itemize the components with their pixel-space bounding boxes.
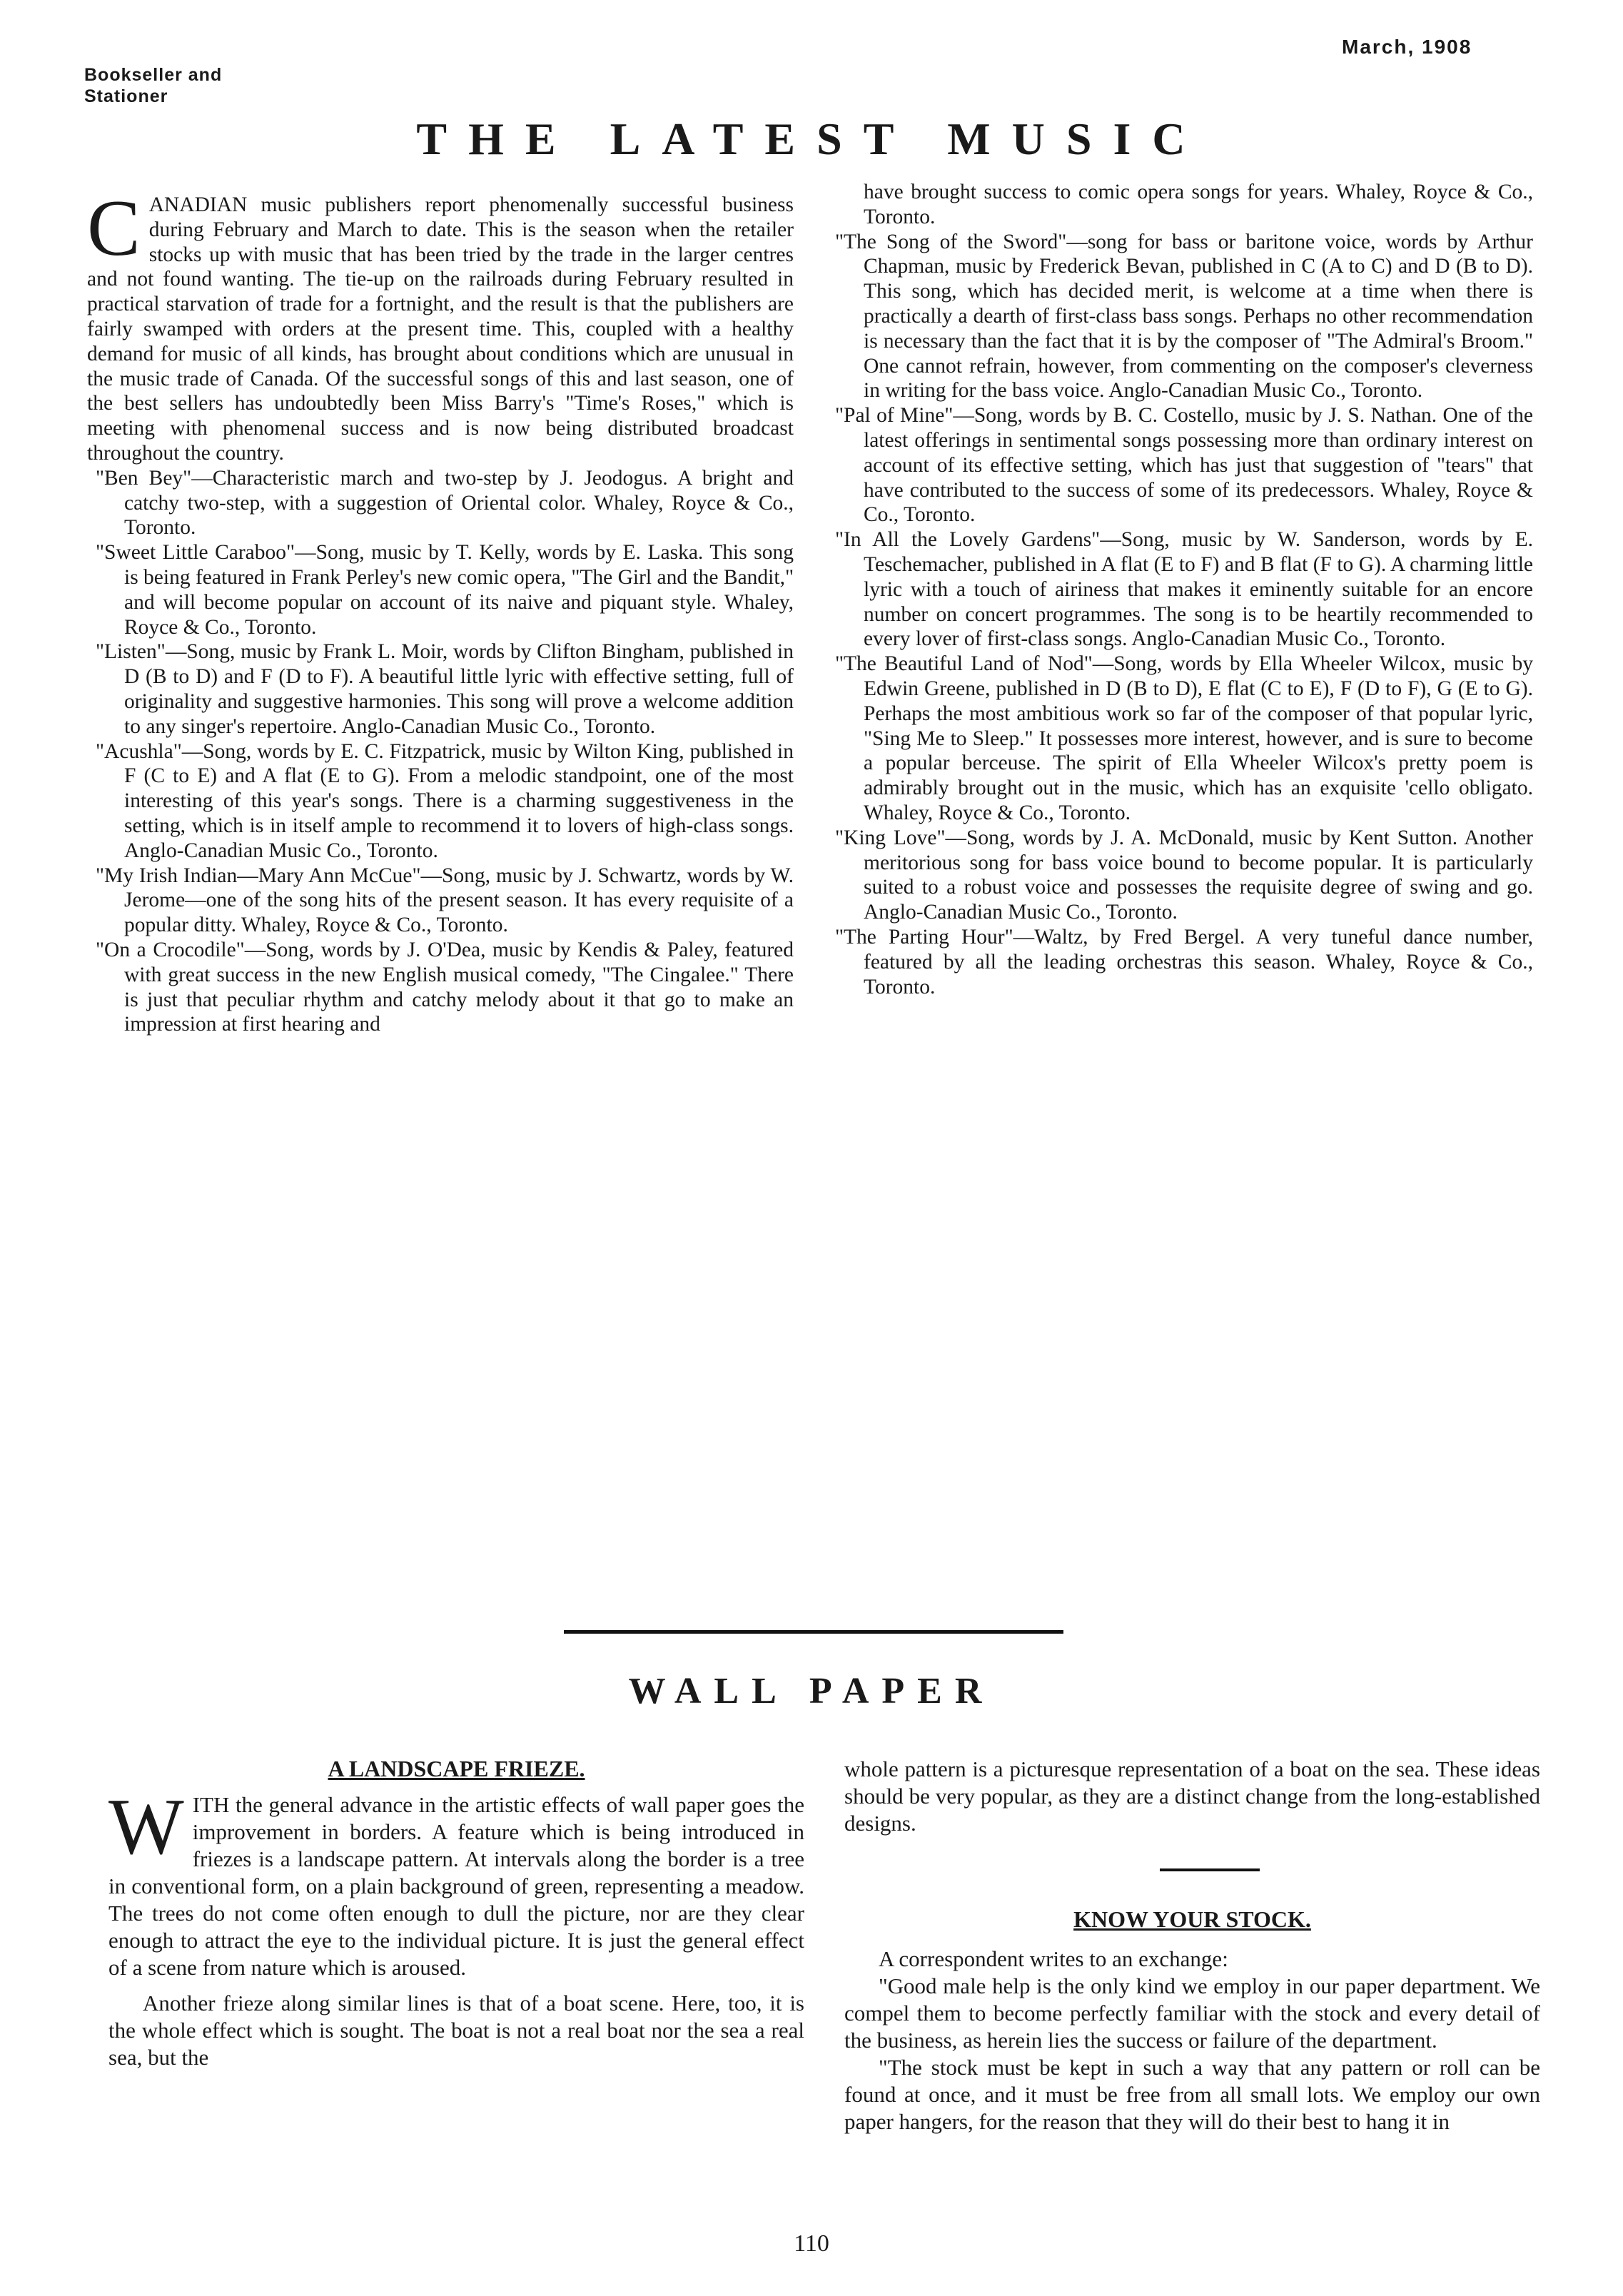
music-entry: "King Love"—Song, words by J. A. McDonald, music by Kent Sutton. Another meritorious song for bass voice bound to become popular. It is particularly suited to a robust voice and possesses the requisite degree of swing and go. Anglo-Canadian Music Co., Toronto. [835,826,1533,924]
frieze-paragraph: whole pattern is a picturesque representation of a boat on the sea. These ideas should be very popular, as they are a distinct change from the long-established designs. [844,1756,1540,1836]
frieze-dropcap: W [108,1783,184,1871]
music-entry: "The Parting Hour"—Waltz, by Fred Bergel. A very tuneful dance number, featured by all the leading orchestras this season. Whaley, Royce & Co., Toronto. [835,925,1533,998]
page-number: 110 [794,2230,829,2257]
music-entry: "The Song of the Sword"—song for bass or baritone voice, words by Arthur Chapman, music by Frederick Bevan, published in C (A to C) and D (B to D). This song, which has decided merit, is welcome at a time when there is practically a dearth of first-class bass songs. Perhaps no other recommendation is necessary than the fact that it is by the composer of "The Admiral's Broom." One cannot refrain, however, from commenting on the composer's cleverness in writing for the bass voice. Anglo-Canadian Music Co., Toronto. [835,230,1533,403]
stock-paragraph: "Good male help is the only kind we employ in our paper department. We compel them to become perfectly familiar with the stock and every detail of the business, as herein lies the success or failure of the department. [844,1973,1540,2053]
stock-paragraph: A correspondent writes to an exchange: [879,1946,1228,1971]
music-left-column [87,184,794,1037]
publication-line-2: Stationer [84,86,168,106]
frieze-heading: A LANDSCAPE FRIEZE. [328,1756,585,1781]
spacer [844,1837,1540,1906]
wallpaper-left-column [108,1783,804,2071]
music-entry: "My Irish Indian—Mary Ann McCue"—Song, music by J. Schwartz, words by W. Jerome—one of the song hits of the present season. It has every requisite of a popular ditty. Whaley, Royce & Co., Toronto. [96,864,794,937]
music-entry: "Acushla"—Song, words by E. C. Fitzpatrick, music by Wilton King, published in F (C to E) and A flat (E to G). From a melodic standpoint, one of the most interesting of this year's songs. There is a charming suggestiveness in the setting, which is in itself ample to recommend it to lovers of high-class songs. Anglo-Canadian Music Co., Toronto. [96,739,794,862]
publication-line-1: Bookseller and [84,65,223,85]
short-divider [1160,1868,1260,1871]
music-entry: "Pal of Mine"—Song, words by B. C. Costello, music by J. S. Nathan. One of the latest offerings in sentimental songs possessing more than ordinary interest on account of its effective setting, which has just that suggestion of "tears" that have contributed to the success of some of its predecessors. Whaley, Royce & Co., Toronto. [835,404,1533,527]
frieze-paragraph: Another frieze along similar lines is that of a boat scene. Here, too, it is the whole effect which is sought. The boat is not a real boat nor the sea a real sea, but the [108,1991,804,2070]
music-entry: "Listen"—Song, music by Frank L. Moir, words by Clifton Bingham, published in D (B to D) and F (D to F). A beautiful little lyric with effective setting, full of originality and suggestive harmonies. This song will prove a welcome addition to any singer's repertoire. Anglo-Canadian Music Co., Toronto. [96,640,794,738]
issue-date: March, 1908 [1342,36,1472,58]
stock-paragraph: "The stock must be kept in such a way that any pattern or roll can be found at once, and it must be free from all small lots. We employ our own paper hangers, for the reason that they will do their best to hang it in [844,2055,1540,2134]
music-section-title: THE LATEST MUSIC [416,113,1207,164]
music-entry: "On a Crocodile"—Song, words by J. O'Dea, music by Kendis & Paley, featured with great success in the new English musical comedy, "The Cingalee." There is just that peculiar rhythm and catchy melody about it that go to make an impression at first hearing and [96,938,794,1036]
music-intro [87,184,794,466]
stock-heading: KNOW YOUR STOCK. [1073,1906,1311,1932]
frieze-paragraph-text: ITH the general advance in the artistic effects of wall paper goes the improvement in borders. A feature which is being introduced in friezes is a landscape pattern. At intervals along the border is a tree in conventional form, on a plain background of green, representing a meadow. The trees do not come often enough to dull the picture, nor are they clear enough to attract the eye to the individual picture. It is just the general effect of a scene from nature which is aroused. [108,1792,804,1980]
publication-name [84,64,222,107]
wallpaper-right-column [844,1756,1540,2135]
music-right-column [826,180,1533,999]
music-entry-continuation: have brought success to comic opera songs for years. Whaley, Royce & Co., Toronto. [864,181,1533,228]
wallpaper-section-title: WALL PAPER [628,1671,995,1711]
music-entry: "In All the Lovely Gardens"—Song, music by W. Sanderson, words by E. Teschemacher, published in A flat (E to F) and B flat (F to G). A charming little lyric with a touch of airiness that makes it eminently suitable for an encore number on concert programmes. The song is to be heartily recommended to every lover of first-class songs. Anglo-Canadian Music Co., Toronto. [835,528,1533,651]
frieze-paragraph [108,1783,804,1981]
music-intro-text: ANADIAN music publishers report phenomenally successful business during February and March to date. This is the season when the retailer stocks up with music that has been tried by the trade in the larger centres and not found wanting. The tie-up on the railroads during February resulted in practical starvation of trade for a fortnight, and the result is that the publishers are fairly swamped with orders at the present time. This, coupled with a healthy demand for music of all kinds, has brought about conditions which are unusual in the music trade of Canada. Of the successful songs of this and last season, one of the best sellers has undoubtedly been Miss Barry's "Time's Roses," which is meeting with phenomenal success and is now being distributed broadcast throughout the country. [87,193,794,465]
music-entry: "The Beautiful Land of Nod"—Song, words by Ella Wheeler Wilcox, music by Edwin Greene, published in D (B to D), E flat (C to E), F (D to F), G (E to G). Perhaps the most ambitious work so far of the composer of that popular lyric, "Sing Me to Sleep." It possesses more interest, however, and is sure to become a popular berceuse. The spirit of Ella Wheeler Wilcox's pretty poem is admirably brought out in the music, which has an exquisite 'cello obligato. Whaley, Royce & Co., Toronto. [835,652,1533,824]
music-entry: "Ben Bey"—Characteristic march and two-step by J. Jeodogus. A bright and catchy two-step, with a suggestion of Oriental color. Whaley, Royce & Co., Toronto. [96,466,794,540]
frieze-heading-wrap [108,1756,804,1782]
music-entry: "Sweet Little Caraboo"—Song, music by T. Kelly, words by E. Laska. This song is being featured in Frank Perley's new comic opera, "The Girl and the Bandit," and will become popular on account of its naive and piquant style. Whaley, Royce & Co., Toronto. [96,541,794,639]
music-intro-dropcap: C [87,184,141,273]
section-divider [564,1630,1063,1634]
